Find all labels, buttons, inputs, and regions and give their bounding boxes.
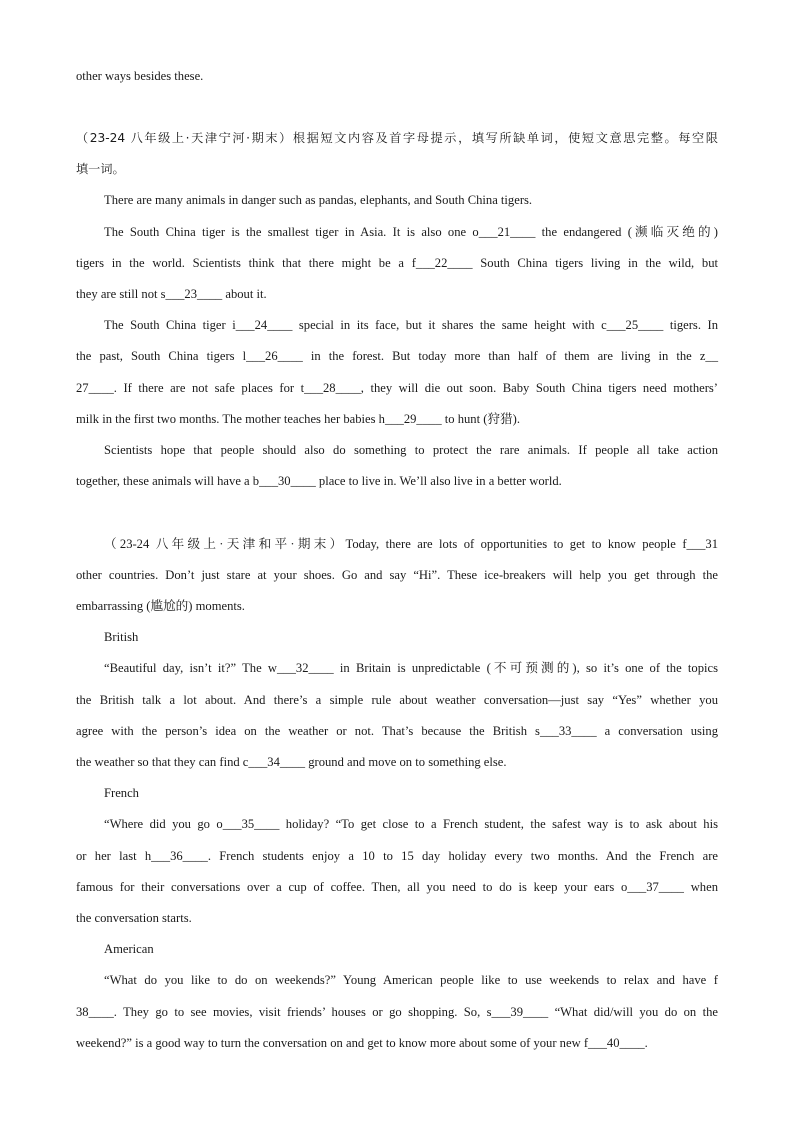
passage1-paragraph-line: The South China tiger i___24____ special in its face, but it shares the same height with c___25____ tigers. In bbox=[104, 318, 718, 332]
passage2-paragraph-line: famous for their conversations over a cup of coffee. Then, all you need to do is keep your ears o___37____ when bbox=[76, 880, 718, 894]
passage2-paragraph-line: the British talk a lot about. And there’s a simple rule about weather conversation—just say “Yes” whether you bbox=[76, 693, 718, 707]
intro-tail-text: other ways besides these. bbox=[76, 69, 204, 83]
passage2-paragraph-line: weekend?” is a good way to turn the conversation on and get to know more about some of your new f___40____. bbox=[76, 1036, 648, 1050]
passage1-paragraph-line: milk in the first two months. The mother teaches her babies h___29____ to hunt (狩猎). bbox=[76, 412, 520, 426]
section-heading-british: British bbox=[104, 630, 139, 644]
passage1-paragraph-line: they are still not s___23____ about it. bbox=[76, 287, 267, 301]
passage2-paragraph-line: 38____. They go to see movies, visit friends’ houses or go shopping. So, s___39____ “What did/will you do on the bbox=[76, 1005, 718, 1019]
passage2-paragraph-line: the weather so that they can find c___34____ ground and move on to something else. bbox=[76, 755, 507, 769]
passage1-paragraph-line: The South China tiger is the smallest tiger in Asia. It is also one o___21____ the endangered (濒临灭绝的) bbox=[104, 225, 718, 239]
passage2-paragraph-line: embarrassing (尴尬的) moments. bbox=[76, 599, 245, 613]
passage1-paragraph-line: the past, South China tigers l___26____ in the forest. But today more than half of them are living in the z__ bbox=[76, 349, 718, 363]
passage1-paragraph-line: 27____. If there are not safe places for t___28____, they will die out soon. Baby South China tigers need mothers’ bbox=[76, 381, 718, 395]
passage1-instruction: （23-24 八年级上·天津宁河·期末）根据短文内容及首字母提示，填写所缺单词，使短文意思完整。每空限 bbox=[76, 131, 718, 145]
passage2-paragraph-line: “What do you like to do on weekends?” Young American people like to use weekends to relax and have f bbox=[104, 973, 718, 987]
passage2-paragraph-line: or her last h___36____. French students enjoy a 10 to 15 day holiday every two months. And the French are bbox=[76, 849, 718, 863]
section-heading-french: French bbox=[104, 786, 139, 800]
section-heading-american: American bbox=[104, 942, 154, 956]
passage2-paragraph-line: “Where did you go o___35____ holiday? “To get close to a French student, the safest way is to ask about his bbox=[104, 817, 718, 831]
passage1-paragraph-line: tigers in the world. Scientists think that there might be a f___22____ South China tigers living in the wild, but bbox=[76, 256, 718, 270]
passage1-paragraph-line: Scientists hope that people should also do something to protect the rare animals. If people all take action bbox=[104, 443, 718, 457]
passage2-paragraph-line: agree with the person’s idea on the weather or not. That’s because the British s___33____ a conversation using bbox=[76, 724, 718, 738]
passage2-paragraph-line: “Beautiful day, isn’t it?” The w___32____ in Britain is unpredictable (不可预测的), so it’s one of the topics bbox=[104, 661, 718, 675]
passage2-paragraph-line: the conversation starts. bbox=[76, 911, 192, 925]
passage1-instruction-cont: 填一词。 bbox=[76, 162, 125, 176]
passage2-paragraph-line: other countries. Don’t just stare at your shoes. Go and say “Hi”. These ice-breakers will help you get through the bbox=[76, 568, 718, 582]
passage1-paragraph-line: There are many animals in danger such as pandas, elephants, and South China tigers. bbox=[104, 193, 533, 207]
passage2-paragraph-line: （23-24 八年级上·天津和平·期末）Today, there are lots of opportunities to get to know people f___31 bbox=[104, 537, 718, 551]
passage1-paragraph-line: together, these animals will have a b___30____ place to live in. We’ll also live in a better world. bbox=[76, 474, 562, 488]
